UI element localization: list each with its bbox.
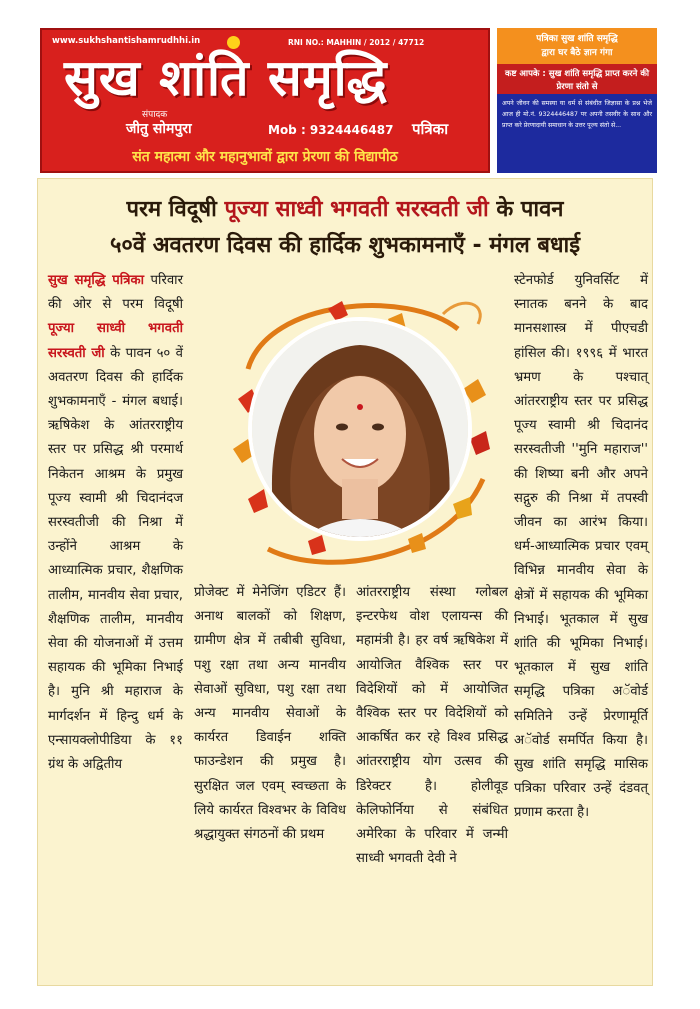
- article-column-3: आंतरराष्ट्रीय संस्था ग्लोबल इन्टरफेथ वोश एलायन्स की महामंत्री है। हर वर्ष ऋषिकेश में आयोजित वैश्विक स्तर पर विदेशियों को में आयोजित वैश्विक स्तर पर विदेशियों को आकर्षित कर रहे विश्व प्रसिद्ध आंतरराष्ट्रीय योग उत्सव की डिरेक्टर है। होलीवूड केलिफोर्निया से संबंधित अमेरिका के परिवार में जन्मी साध्वी भगवती देवी ने: [356, 585, 508, 867]
- mobile-number: Mob : 9324446487: [268, 123, 394, 137]
- rni-number: RNI NO.: MAHHIN / 2012 / 47712: [288, 38, 425, 47]
- portrait-photo: [208, 279, 508, 579]
- sidebox: [497, 28, 657, 173]
- column-1-text-a: परिवार की ओर से परम विदूषी: [48, 273, 183, 313]
- headline-line1-post: के पावन: [488, 197, 564, 222]
- sidebox-subheading: कष्ट आपके : सुख शांति समृद्धि प्राप्त करने की प्रेरणा संतो से: [497, 64, 657, 94]
- sidebox-heading-line1: पत्रिका सुख शांति समृद्धि: [536, 34, 618, 44]
- magazine-title: सुख शांति समृद्धि: [64, 49, 388, 107]
- masthead: [40, 28, 490, 173]
- editor-label: संपादक: [142, 110, 168, 120]
- honoree-name: पूज्या साध्वी भगवती सरस्वती जी: [48, 321, 183, 361]
- article: [37, 178, 653, 986]
- article-column-4: स्टेनफोर्ड युनिवर्सिट में स्नातक बनने के बाद मानसशास्त्र में पीएचडी हांसिल की। १९९६ में भारत भ्रमण के पश्चात् आंतरराष्ट्रीय स्तर पर प्रसिद्ध पूज्य स्वामी श्री चिदानंद सरस्वतीजी ''मुनि महाराज'' की शिष्या बनी और अपने सद्गुरु की निश्रा में तपस्वी जीवन का आरंभ किया। धर्म-आध्यात्मिक प्रचार एवम् विभिन्न मानवीय सेवा के क्षेत्रों में सहायक की भूमिका निभाई। भूतकाल में सुख शांति की भूमिका निभाई। भूतकाल में सुख शांति समृद्धि पत्रिका अॅवोर्ड समितिने उन्हें प्रेरणामूर्ति अॅवोर्ड समर्पित किया है। सुख शांति समृद्धि मासिक पत्रिका परिवार उन्हें दंडवत् प्रणाम करता है।: [514, 273, 648, 821]
- headline-line1: [38, 193, 652, 223]
- patrika-label: पत्रिका: [412, 120, 449, 138]
- sidebox-heading: [497, 28, 657, 64]
- headline-line1-highlight: पूज्या साध्वी भगवती सरस्वती जी: [224, 197, 489, 222]
- headline-line1-pre: परम विदूषी: [126, 197, 225, 222]
- column-1-text-b: के पावन ५० वें अवतरण दिवस की हार्दिक शुभकामनाएँ - मंगल बधाई। ऋषिकेश के आंतरराष्ट्रीय स्तर पर प्रसिद्ध श्री परमार्थ निकेतन आश्रम के प्रमुख पूज्य स्वामी श्री चिदानंदज सरस्वतीजी की निश्रा में उन्होंने आश्रम के आध्यात्मिक प्रचार, शैक्षणिक तालीम, मानवीय सेवा प्रचार, शैक्षणिक तालीम, मानवीय सेवा की योजनाओं में उत्तम सहायक की भूमिका निभाई है। मुनि श्री महाराज के मार्गदर्शन में हिन्दु धर्म के एन्सायक्लोपीडिया के ११ ग्रंथ के अद्वितीय: [48, 345, 184, 773]
- sidebox-body: अपने जीवन की समस्या या धर्म से संबंधीत जिज्ञासा के प्रश्न भेजे आज ही मो.नं. 9324446487 पर अपनी तसवीर के साथ और प्राप्त करे प्रेरणादायी समाधान के उत्तर पूज्य संतो से...: [502, 100, 652, 129]
- article-column-2: प्रोजेक्ट में मेनेजिंग एडिटर हैं। अनाथ बालकों को शिक्षण, ग्रामीण क्षेत्र में तबीबी सुविधा, पशु रक्षा तथा अन्य मानवीय सेवाओं सुविधा, पशु रक्षा तथा अन्य मानवीय सेवाओं के कार्यरत डिवाईन शक्ति फाउन्डेशन की प्रमुख है। सुरक्षित जल एवम् स्वच्छता के लिये कार्यरत विश्वभर के विविध श्रद्धायुक्त संगठनों की प्रथम: [194, 585, 346, 843]
- publication-name: सुख समृद्धि पत्रिका: [48, 273, 145, 288]
- editor-name: जीतु सोमपुरा: [126, 121, 192, 137]
- website-url: www.sukhshantishamrudhhi.in: [52, 36, 201, 46]
- article-column-1: [48, 269, 183, 777]
- sidebox-heading-line2: द्वारा घर बैठे ज्ञान गंगा: [541, 48, 613, 58]
- portrait-illustration: [208, 279, 508, 579]
- headline-line2: ५०वें अवतरण दिवस की हार्दिक शुभकामनाएँ - मंगल बधाई: [109, 233, 581, 258]
- masthead-tagline: संत महात्मा और महानुभावों द्वारा प्रेरणा की विद्यापीठ: [132, 149, 398, 165]
